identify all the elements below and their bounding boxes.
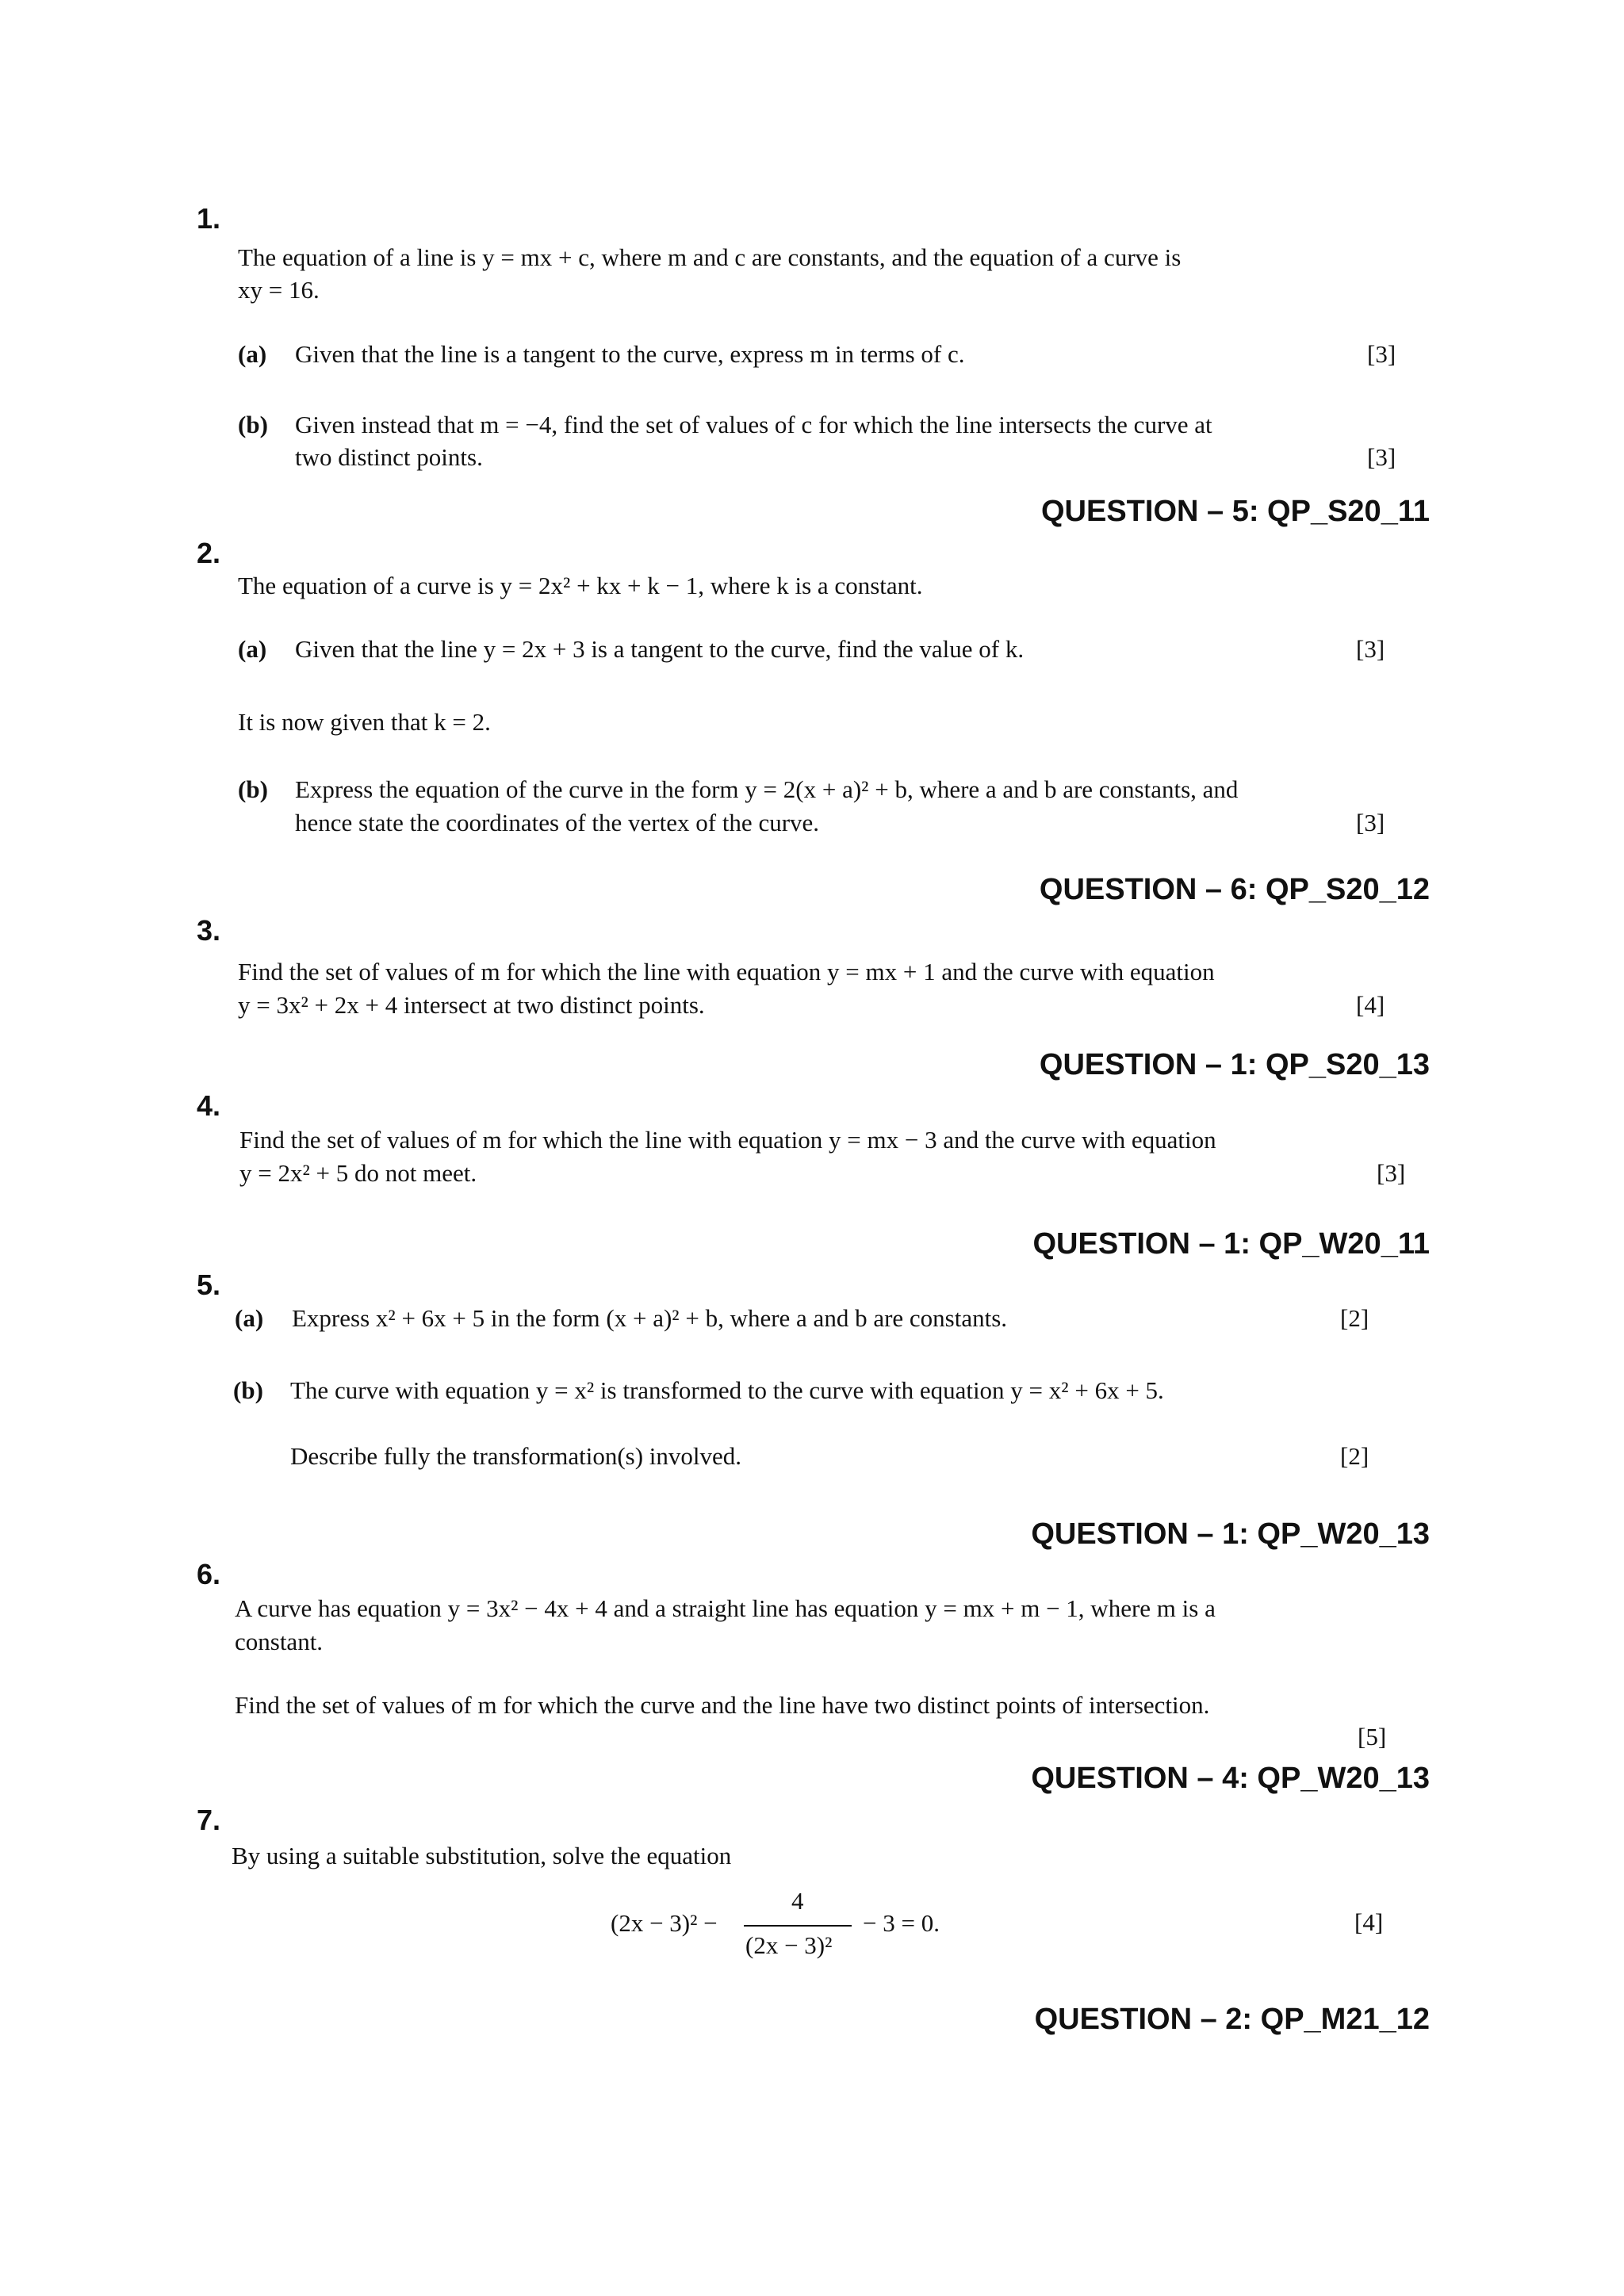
question-6-marks: [5]	[1358, 1723, 1387, 1751]
question-5b-text-line-2: Describe fully the transformation(s) involved.	[290, 1442, 742, 1470]
question-6-stem-line-1: A curve has equation y = 3x² − 4x + 4 and a straight line has equation y = mx + m − 1, where m is a	[235, 1594, 1216, 1622]
question-2b-label: (b)	[238, 775, 268, 803]
question-3-stem-line-2: y = 3x² + 2x + 4 intersect at two distinct points.	[238, 991, 705, 1019]
question-3-marks: [4]	[1356, 991, 1385, 1019]
question-1-number: 1.	[197, 202, 221, 235]
question-1b-text-line-1: Given instead that m = −4, find the set of values of c for which the line intersects the curve at	[295, 411, 1212, 438]
question-5b-marks: [2]	[1340, 1442, 1369, 1470]
question-7-stem: By using a suitable substitution, solve the equation	[232, 1842, 732, 1869]
question-2b-marks: [3]	[1356, 809, 1385, 836]
question-5b-text-line-1: The curve with equation y = x² is transformed to the curve with equation y = x² + 6x + 5.	[290, 1376, 1164, 1404]
question-7-reference: QUESTION – 2: QP_M21_12	[1034, 2003, 1430, 2036]
question-2a-label: (a)	[238, 635, 267, 663]
question-1-reference: QUESTION – 5: QP_S20_11	[1040, 495, 1430, 528]
question-5a-label: (a)	[235, 1304, 264, 1332]
question-3-reference: QUESTION – 1: QP_S20_13	[1039, 1048, 1430, 1081]
question-5a-text: Express x² + 6x + 5 in the form (x + a)² + b, where a and b are constants.	[292, 1304, 1008, 1332]
question-6-number: 6.	[197, 1558, 221, 1590]
question-1a-text: Given that the line is a tangent to the curve, express m in terms of c.	[295, 340, 965, 368]
question-2b-text-line-1: Express the equation of the curve in the form y = 2(x + a)² + b, where a and b are constants, and	[295, 775, 1239, 803]
question-5a-marks: [2]	[1340, 1304, 1369, 1332]
question-1b-marks: [3]	[1367, 443, 1396, 471]
question-7-fraction-bar	[744, 1925, 852, 1927]
question-6-stem-line-3: Find the set of values of m for which the curve and the line have two distinct points of intersection.	[235, 1691, 1210, 1719]
question-1-stem-line-1: The equation of a line is y = mx + c, where m and c are constants, and the equation of a curve is	[238, 243, 1182, 271]
question-2a-text: Given that the line y = 2x + 3 is a tangent to the curve, find the value of k.	[295, 635, 1025, 663]
question-7-equation-denominator: (2x − 3)²	[745, 1931, 833, 1959]
question-7-marks: [4]	[1354, 1908, 1384, 1936]
question-6-stem-line-2: constant.	[235, 1628, 324, 1655]
question-7-equation-right: − 3 = 0.	[863, 1909, 940, 1937]
question-5-reference: QUESTION – 1: QP_W20_13	[1031, 1517, 1430, 1551]
question-1b-text-line-2: two distinct points.	[295, 443, 483, 471]
question-1a-label: (a)	[238, 340, 267, 368]
question-6-reference: QUESTION – 4: QP_W20_13	[1031, 1762, 1430, 1795]
question-2-reference: QUESTION – 6: QP_S20_12	[1039, 873, 1430, 906]
question-4-marks: [3]	[1377, 1159, 1406, 1187]
question-2a-marks: [3]	[1356, 635, 1385, 663]
question-1a-marks: [3]	[1367, 340, 1396, 368]
question-2b-text-line-2: hence state the coordinates of the vertex of the curve.	[295, 809, 820, 836]
question-5b-label: (b)	[233, 1376, 263, 1404]
question-2-number: 2.	[197, 537, 221, 569]
question-7-number: 7.	[197, 1804, 221, 1836]
question-1b-label: (b)	[238, 411, 268, 438]
question-7-equation-left: (2x − 3)² −	[611, 1909, 718, 1937]
question-7-equation-numerator: 4	[791, 1887, 804, 1915]
question-3-stem-line-1: Find the set of values of m for which the line with equation y = mx + 1 and the curve with equation	[238, 958, 1215, 985]
question-2-stem: The equation of a curve is y = 2x² + kx + k − 1, where k is a constant.	[238, 572, 923, 599]
question-3-number: 3.	[197, 914, 221, 947]
question-5-number: 5.	[197, 1269, 221, 1301]
question-4-number: 4.	[197, 1089, 221, 1122]
question-4-stem-line-2: y = 2x² + 5 do not meet.	[239, 1159, 477, 1187]
question-1-stem-line-2: xy = 16.	[238, 276, 320, 304]
question-2-given-line: It is now given that k = 2.	[238, 708, 491, 736]
question-4-reference: QUESTION – 1: QP_W20_11	[1032, 1227, 1430, 1261]
question-4-stem-line-1: Find the set of values of m for which the line with equation y = mx − 3 and the curve with equation	[239, 1126, 1216, 1154]
